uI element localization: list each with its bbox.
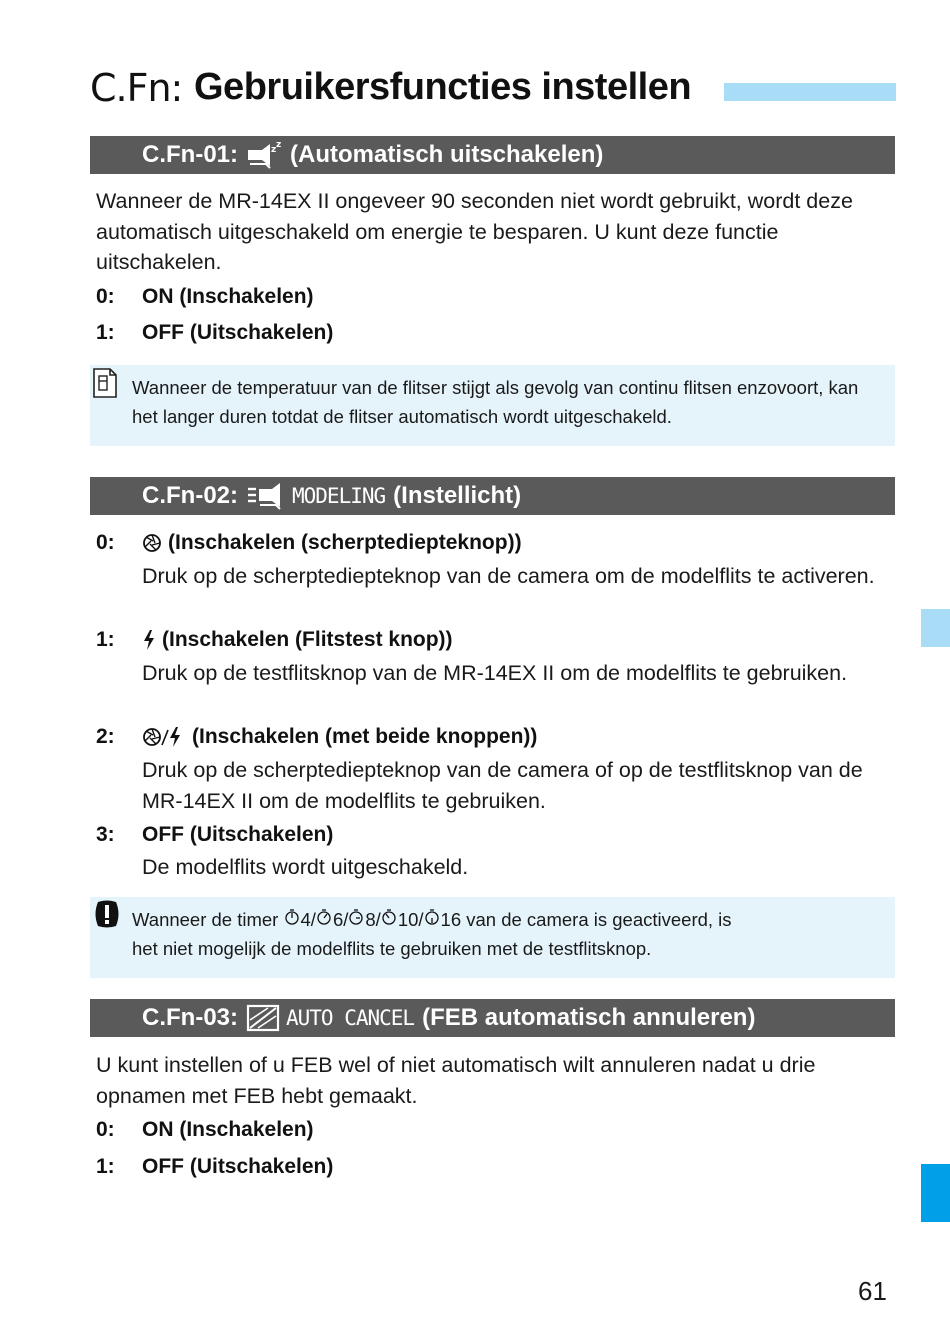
timer-value: 4	[300, 909, 311, 930]
title-prefix: C.Fn:	[90, 66, 183, 110]
section-tag: AUTO CANCEL	[286, 1006, 415, 1030]
option-description: Druk op de testflitsknop van de MR-14EX II om de modelflits te gebruiken.	[142, 661, 848, 685]
section-tag: MODELING	[292, 484, 386, 508]
option-text: (Inschakelen (scherptediepteknop))	[168, 531, 522, 554]
option-text: ON (Inschakelen)	[142, 285, 314, 308]
svg-text:z: z	[271, 145, 277, 155]
timer-value: 10	[397, 909, 419, 930]
timer-icon	[424, 908, 440, 926]
caution-note	[90, 897, 895, 978]
option-item	[96, 282, 796, 312]
option-text: ON (Inschakelen)	[142, 1118, 314, 1141]
option-description: Druk op de scherptediepteknop van de camera om de modelflits te activeren.	[142, 564, 875, 588]
section-code: C.Fn-01:	[142, 141, 238, 168]
timer-list: 4 / 6 / 8 / 10 / 16	[284, 905, 462, 934]
test-flash-icon	[142, 629, 162, 651]
option-text: OFF (Uitschakelen)	[142, 321, 334, 344]
option-number: 0:	[96, 531, 115, 554]
option-number: 3:	[96, 823, 115, 846]
modeling-flash-icon	[246, 481, 286, 511]
option-item	[96, 820, 796, 850]
option-item	[96, 318, 796, 348]
option-item	[96, 528, 796, 558]
timer-value: 6	[332, 909, 344, 930]
page-title	[90, 62, 896, 112]
option-description: Druk op de scherptediepteknop van de camera of op de testflitsknop van de MR-14EX II om de modelflits te gebruiken.	[142, 758, 863, 813]
timer-value: 8	[365, 909, 376, 930]
option-item	[96, 722, 796, 752]
timer-icon	[284, 908, 300, 926]
section-label: (Automatisch uitschakelen)	[290, 141, 604, 168]
both-buttons-icon	[142, 726, 192, 748]
timer-value: 16	[440, 909, 462, 930]
memo-note	[90, 365, 895, 446]
option-description: De modelflits wordt uitgeschakeld.	[142, 855, 469, 879]
chapter-tab-active	[921, 1164, 950, 1222]
timer-icon	[348, 908, 364, 926]
depth-of-field-preview-icon	[142, 533, 168, 553]
note-suffix: van de camera is geactiveerd, is	[466, 909, 732, 930]
feb-icon	[246, 1003, 280, 1033]
section-header-cfn01	[90, 136, 895, 174]
option-item	[96, 1115, 796, 1145]
timer-icon	[381, 908, 397, 926]
section-code: C.Fn-03:	[142, 1004, 238, 1031]
section-label: (Instellicht)	[393, 482, 522, 509]
memo-icon	[92, 367, 118, 404]
option-number: 2:	[96, 725, 115, 748]
option-text: OFF (Uitschakelen)	[142, 1155, 334, 1178]
option-text: OFF (Uitschakelen)	[142, 823, 334, 846]
note-prefix: Wanneer de timer	[132, 909, 279, 930]
timer-icon	[316, 908, 332, 926]
title-text: Gebruikersfuncties instellen	[194, 66, 692, 108]
option-text: (Inschakelen (met beide knoppen))	[192, 725, 538, 748]
note-text	[132, 905, 887, 963]
note-text: Wanneer de temperatuur van de flitser stijgt als gevolg van continu flitsen enzovoort, kan het langer duren totdat de flitser automatisch wordt uitgeschakeld.	[132, 377, 859, 427]
svg-text:z: z	[276, 140, 282, 150]
option-item	[96, 1152, 796, 1182]
option-number: 1:	[96, 1155, 115, 1178]
section-intro: Wanneer de MR-14EX II ongeveer 90 seconden niet wordt gebruikt, wordt deze automatisch uitgeschakeld om energie te besparen. U kunt deze functie uitschakelen.	[96, 189, 853, 274]
option-item	[96, 625, 796, 655]
section-intro: U kunt instellen of u FEB wel of niet automatisch wilt annuleren nadat u drie opnamen met FEB hebt gemaakt.	[96, 1053, 816, 1108]
section-header-cfn02	[90, 477, 895, 515]
caution-icon	[92, 899, 122, 934]
chapter-tab	[921, 609, 950, 647]
note-line: het niet mogelijk de modelflits te gebruiken met de testflitsknop.	[132, 938, 652, 959]
option-text: (Inschakelen (Flitstest knop))	[162, 628, 453, 651]
auto-power-off-icon	[246, 140, 282, 170]
option-number: 1:	[96, 628, 115, 651]
page-number: 61	[858, 1276, 887, 1306]
section-code: C.Fn-02:	[142, 482, 238, 509]
option-number: 0:	[96, 285, 115, 308]
option-number: 0:	[96, 1118, 115, 1141]
section-header-cfn03	[90, 999, 895, 1037]
title-accent-bar	[724, 83, 896, 101]
section-label: (FEB automatisch annuleren)	[422, 1004, 756, 1031]
option-number: 1:	[96, 321, 115, 344]
